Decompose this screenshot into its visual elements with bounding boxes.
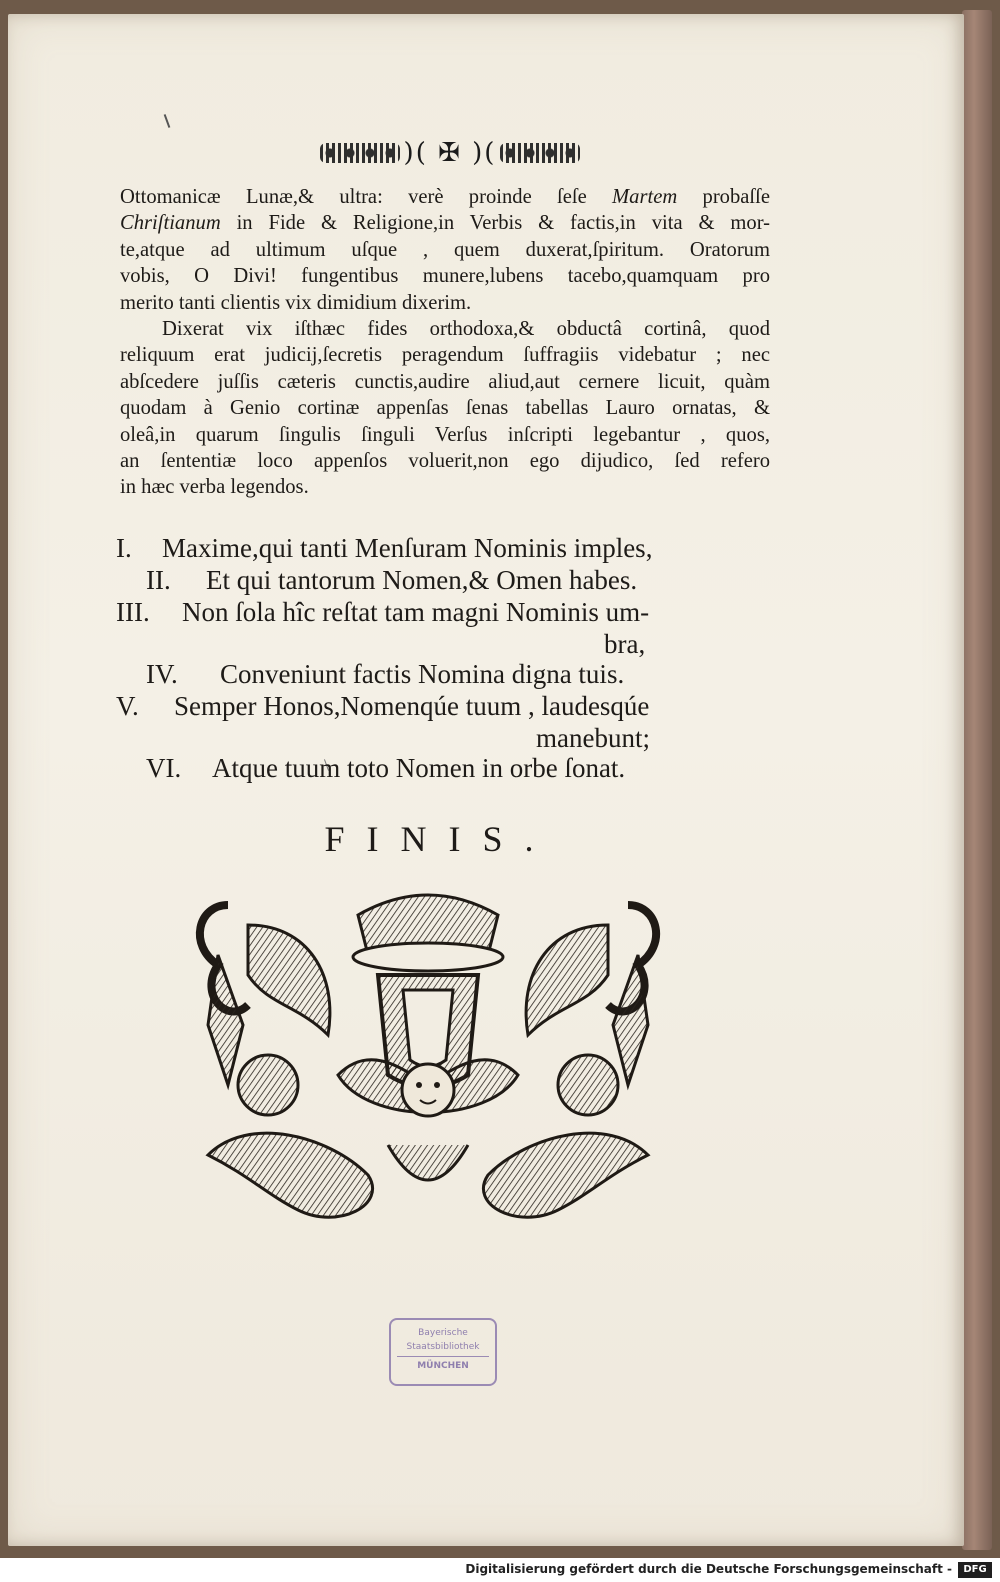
text-line: merito tanti clientis vix dimidium dixerim.	[120, 291, 472, 314]
verse-text: Semper Honos,Nomenqúe tuum , laudesqúe	[174, 691, 650, 721]
text-line: an ſententiæ loco appenſos voluerit,non ego dijudico, ſed refero	[120, 450, 770, 473]
verse-item	[116, 532, 776, 564]
text-line: oleâ,in quarum ſingulis ſinguli Verſus inſcripti legebantur , quos,	[120, 423, 770, 446]
verse-item	[116, 596, 776, 628]
ornament-band-left	[320, 143, 400, 163]
verse-number: II.	[146, 565, 171, 595]
ornament-band-right	[500, 143, 580, 163]
verse-continuation	[116, 722, 776, 752]
italic-run: Martem	[612, 186, 678, 208]
verse-item	[116, 690, 776, 722]
text-line	[120, 210, 770, 236]
verse-number: V.	[116, 691, 139, 721]
verse-text: bra,	[604, 629, 646, 659]
verse-text: Atque tuum toto Nomen in orbe ſonat.	[212, 753, 626, 783]
verse-item	[116, 564, 776, 596]
text-line: abſcedere juſſis cæteris cunctis,audire aliud,aut cernere licuit, quàm	[120, 370, 770, 393]
ink-mark	[164, 114, 171, 128]
text-line: te,atque ad ultimum uſque , quem duxerat,ſpiritum. Oratorum	[120, 238, 770, 261]
stamp-city: MÜNCHEN	[397, 1356, 489, 1373]
paragraph-1	[120, 184, 770, 316]
verse-item	[116, 658, 776, 690]
verse-text: Et qui tantorum Nomen,& Omen habes.	[206, 565, 638, 595]
woodcut-vignette	[188, 885, 668, 1235]
body-text	[120, 184, 770, 501]
stamp-line: Bayerische	[418, 1328, 468, 1338]
verse-number: I.	[116, 533, 132, 563]
verse-text: Non ſola hîc reſtat tam magni Nominis um-	[182, 597, 650, 627]
verse-number: VI.	[146, 753, 182, 783]
verse-list	[116, 532, 776, 784]
paragraph-2	[120, 316, 770, 501]
verse-text: Maxime,qui tanti Menſuram Nominis imples,	[162, 533, 653, 563]
text-line: Dixerat vix iſthæc fides orthodoxa,& obductâ cortinâ, quod	[162, 318, 770, 341]
digitization-footer	[0, 1558, 1000, 1582]
verse-number: III.	[116, 597, 150, 627]
ornament-cross-icon: )( ✠ )(	[403, 138, 497, 168]
book-cover-edge	[962, 10, 992, 1550]
verse-item	[116, 752, 776, 784]
text-line: reliquum erat judicij,ſecretis peragendum ſuffragiis videbatur ; nec	[120, 344, 770, 367]
footer-credit: Digitalisierung gefördert durch die Deutsche Forschungsgemeinschaft -	[465, 1562, 952, 1576]
text-line: quodam à Genio cortinæ appenſas ſenas tabellas Lauro ornatas, &	[120, 397, 770, 420]
italic-run: Chriſtianum	[120, 212, 221, 235]
text-line: in hæc verba legendos.	[120, 476, 309, 499]
header-ornament	[320, 140, 580, 166]
finis-heading: FINIS.	[324, 819, 556, 859]
verse-continuation	[116, 628, 776, 658]
text-run: Ottomanicæ Lunæ,& ultra: verè proinde ſeſe	[120, 186, 613, 208]
text-line: vobis, O Divi! fungentibus munere,lubens tacebo,quamquam pro	[120, 265, 770, 288]
text-run: in Fide & Religione,in Verbis & factis,in vita & mor-	[220, 212, 770, 235]
verse-number: IV.	[146, 659, 178, 689]
text-line	[120, 184, 770, 210]
verse-text: Conveniunt factis Nomina digna tuis.	[220, 659, 625, 689]
library-stamp	[389, 1318, 497, 1386]
verse-text: manebunt;	[536, 723, 650, 753]
dfg-logo: DFG	[958, 1562, 992, 1578]
text-run: probaſſe	[677, 186, 770, 208]
stamp-line: Staatsbibliothek	[406, 1342, 480, 1352]
